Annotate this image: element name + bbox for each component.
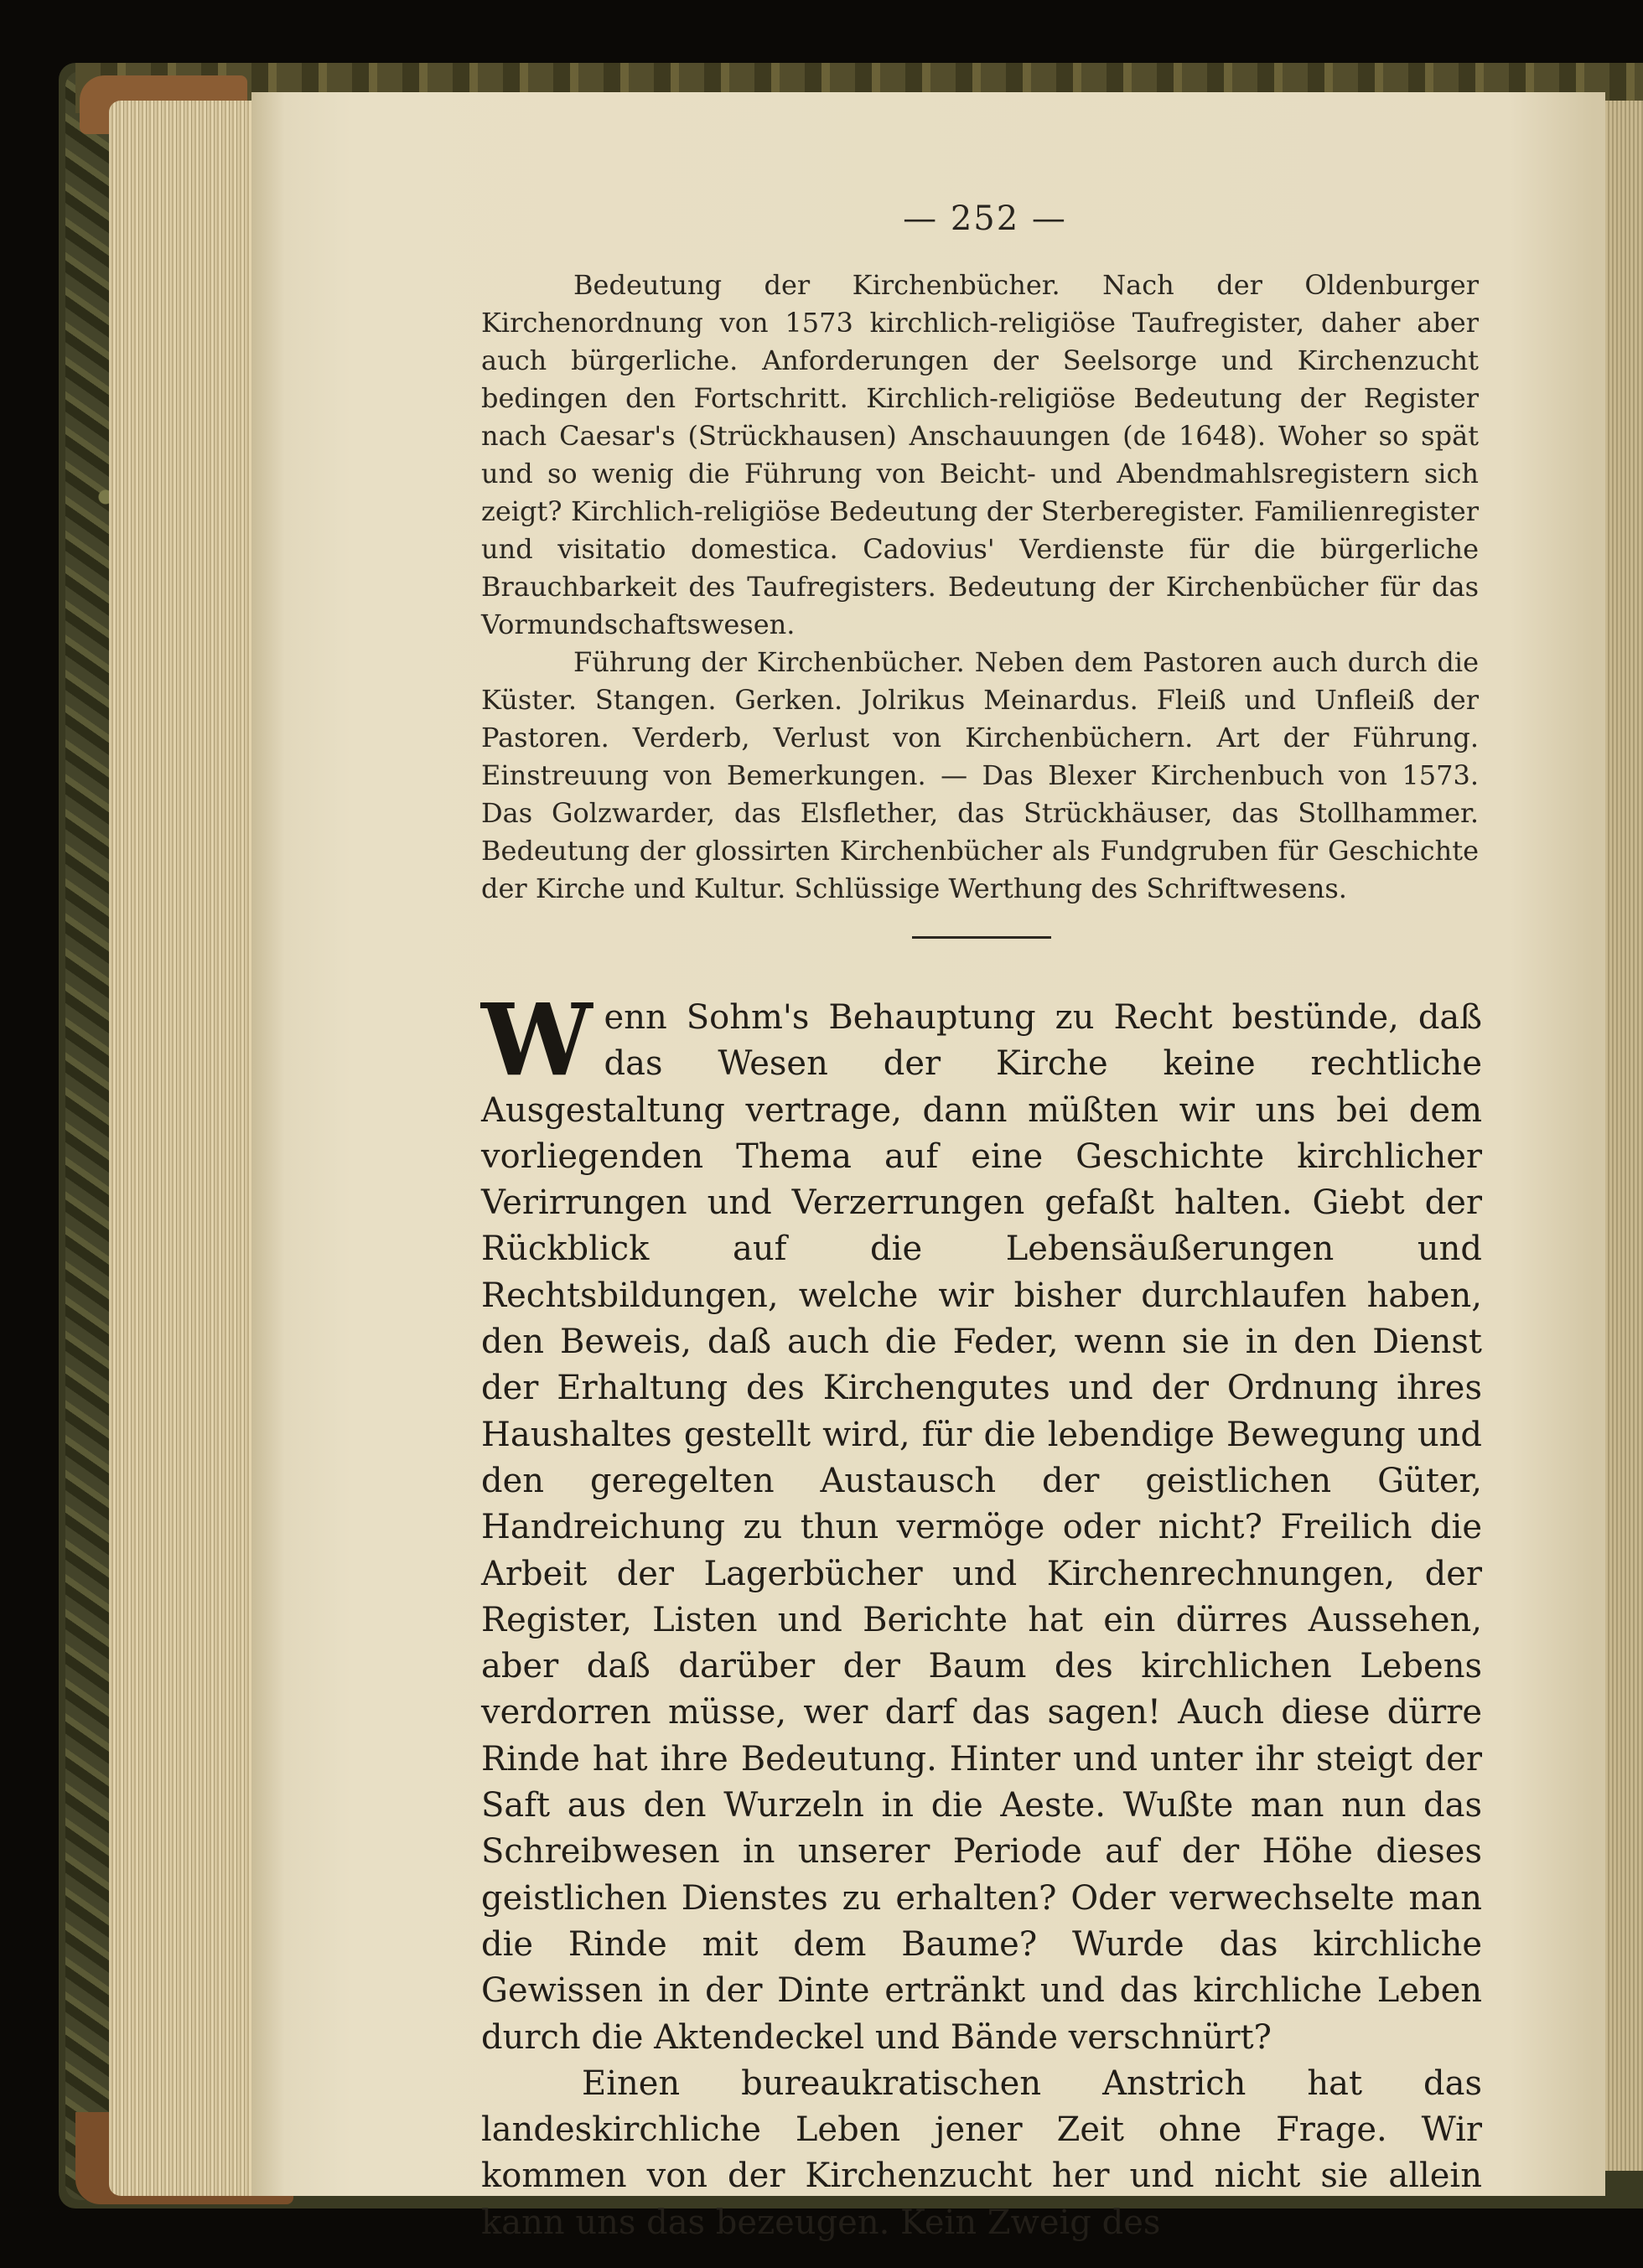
body-paragraph-1-text: enn Sohm's Behauptung zu Recht bestünde, daß das Wesen der Kirche keine rechtliche Ausgestaltung vertrage, dann müßten wir uns bei dem vorliegenden Thema auf eine Geschichte kirchlicher Verirrungen und Verzerrungen gefaßt halten. Giebt der Rückblick auf die Lebensäußerungen und Rechtsbildungen, welche wir bisher durchlaufen haben, den Beweis, daß auch die Feder, wenn sie in den Dienst der Erhaltung des Kirchengutes und der Ordnung ihres Haushaltes gestellt wird, für die lebendige Bewegung und den geregelten Austausch der geistlichen Güter, Handreichung zu thun vermöge oder nicht? Freilich die Arbeit der Lagerbücher und Kirchenrechnungen, der Register, Listen und Berichte hat ein dürres Aussehen, aber daß darüber der Baum des kirchlichen Lebens verdorren müsse, wer darf das sagen! Auch diese dürre Rinde hat ihre Bedeutung. Hinter und unter ihr steigt der Saft aus den Wurzeln in die Aeste. Wußte man nun das Schreibwesen in unserer Periode auf der Höhe dieses geistlichen Dienstes zu erhalten? Oder verwechselte man die Rinde mit dem Baume? Wurde das kirchliche Gewissen in der Dinte ertränkt und das kirchliche Leben durch die Aktendeckel und Bände verschnürt? xyxy=(481,998,1482,2057)
section-divider xyxy=(912,936,1051,939)
body-paragraph-1 xyxy=(481,981,1482,2061)
facing-page-edge xyxy=(1601,101,1643,2171)
summary-paragraph-2: Führung der Kirchenbücher. Neben dem Pastoren auch durch die Küster. Stangen. Gerken. Jolrikus Meinardus. Fleiß und Unfleiß der Pastoren. Verderb, Verlust von Kirchenbüchern. Art der Führung. Einstreuung von Bemerkungen. — Das Blexer Kirchenbuch von 1573. Das Golzwarder, das Elsflether, das Strückhäuser, das Stollhammer. Bedeutung der glossirten Kirchenbücher als Fundgruben für Geschichte der Kirche und Kultur. Schlüssige Werthung des Schriftwesens. xyxy=(481,646,1479,904)
chapter-summary xyxy=(481,267,1479,908)
body-text xyxy=(481,981,1482,2246)
body-paragraph-2: Einen bureaukratischen Anstrich hat das landeskirchliche Leben jener Zeit ohne Frage. Wir kommen von der Kirchenzucht her und nicht sie allein kann uns das bezeugen. Kein Zweig des xyxy=(481,2063,1482,2242)
page-number: — 252 — xyxy=(903,199,1067,238)
drop-cap: W xyxy=(481,981,593,1098)
summary-paragraph-1: Bedeutung der Kirchenbücher. Nach der Oldenburger Kirchenordnung von 1573 kirchlich-religiöse Taufregister, daher aber auch bürgerliche. Anforderungen der Seelsorge und Kirchenzucht bedingen den Fortschritt. Kirchlich-religiöse Bedeutung der Register nach Caesar's (Strückhausen) Anschauungen (de 1648). Woher so spät und so wenig die Führung von Beicht- und Abendmahlsregistern sich zeigt? Kirchlich-religiöse Bedeutung der Sterberegister. Familienregister und visitatio domestica. Cadovius' Verdienste für die bürgerliche Brauchbarkeit des Taufregisters. Bedeutung der Kirchenbücher für das Vormundschaftswesen. xyxy=(481,269,1479,640)
page-block-edges xyxy=(109,101,268,2196)
